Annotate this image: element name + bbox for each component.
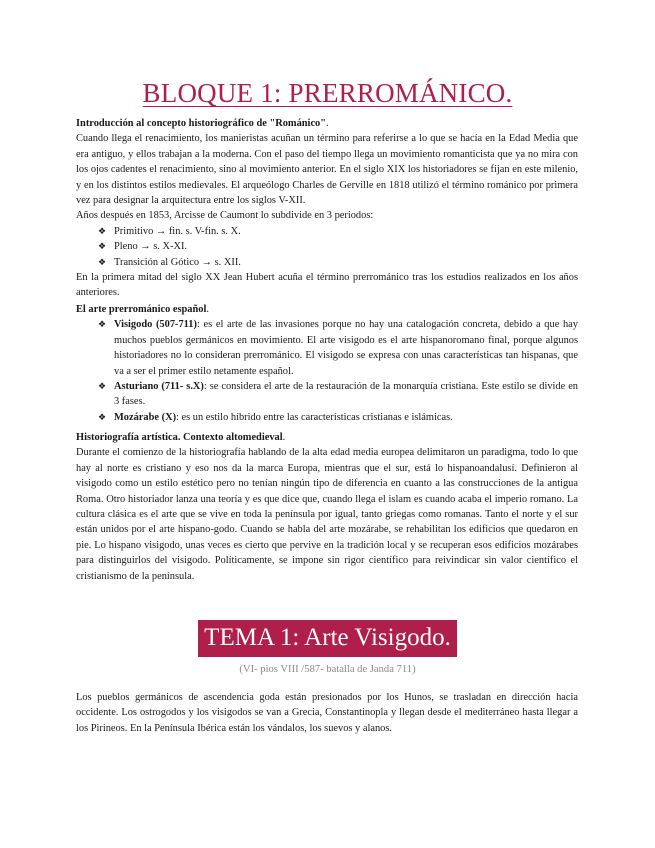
list-item: ❖ Mozárabe (X): es un estilo híbrido entre las características cristianas e islámicas. [76,410,578,425]
historiografia-section: Historiografía artística. Contexto altomedieval. Durante el comienzo de la historiografía hablando de la alta edad media europea delimitaron un paradigma, todo lo que hay al norte es cristiano y eso nos da la marca Europa, mientras que el sur, está lo hispanoandalusí. Definieron al visigodo como un estilo estético pero no tenían ningún tipo de diferencia en cuanto a las construcciones de la antigua Roma. Otro historiador lanza una teoría y es que dice que, cuando llega el islam es cuando acaba el imperio romano. La cultura clásica es el arte que se vive en toda la península por igual, tanto griegas como romanas. Tanto el norte y el sur están unidos por el arte hispano-godo. Cuando se habla del arte mozárabe, se rehabilitan los edificios que quedaron en pie. Lo hispano visigodo, unas veces es cierto que pervive en la tradición local y se recuperan esos edificios mozárabes para distinguirlos del visigodo. Políticamente, se impone sin rigor científico para reivindicar sin valor científico el cristianismo de la península. [76,430,578,584]
page-title: BLOQUE 1: PRERROMÁNICO. [142,78,513,108]
styles-list [76,317,578,425]
list-item: ❖ Primitivo → fin. s. V-fin. s. X. [76,224,578,239]
intro-paragraph-3: En la primera mitad del siglo XX Jean Hubert acuña el término prerrománico tras los estudios realizados en los años anteriores. [76,272,578,299]
tema-section [76,690,578,736]
periods-list [76,224,578,270]
historiografia-paragraph: Durante el comienzo de la historiografía hablando de la alta edad media europea delimitaron un paradigma, todo lo que hay al norte es cristiano y eso nos da la marca Europa, mientras que el sur, está lo hispanoandalusí. Definieron al visigodo como un estilo estético pero no tenían ningún tipo de diferencia en cuanto a las construcciones de la antigua Roma. Otro historiador lanza una teoría y es que dice que, cuando llega el islam es cuando acaba el imperio romano. La cultura clásica es el arte que se vive en toda la península por igual, tanto griegas como romanas. Tanto el norte y el sur están unidos por el arte hispano-godo. Cuando se habla del arte mozárabe, se rehabilitan los edificios que quedaron en pie. Lo hispano visigodo, unas veces es cierto que pervive en la tradición local y se recuperan esos edificios mozárabes para distinguirlos del visigodo. Políticamente, se impone sin rigor científico para reivindicar sin valor científico el cristianismo de la península. [76,447,578,582]
diamond-bullet-icon: ❖ [98,225,107,236]
intro-paragraph-2: Años después en 1853, Arcisse de Caumont lo subdivide en 3 periodos: [76,210,374,222]
diamond-bullet-icon: ❖ [98,411,107,422]
tema-subtitle: (VI- pios VIII /587- batalla de Janda 711) [239,664,416,675]
tema-title: TEMA 1: Arte Visigodo. [198,620,457,657]
arte-heading: El arte prerrománico español [76,304,207,315]
intro-heading-suffix: . [326,118,329,129]
intro-section [76,116,578,301]
list-item: ❖ Asturiano (711- s.X): se considera el arte de la restauración de la monarquía cristiana. Este estilo se divide en 3 fases. [98,381,579,408]
diamond-bullet-icon: ❖ [98,381,107,392]
list-item: ❖ Visigodo (507-711): es el arte de las invasiones porque no hay una catalogación concreta, debido a que hay muchos pueblos germánicos en movimiento. El arte visigodo es el arte hispanoromano final, porque algunos historiadores no lo consideran prerrománico. El visigodo se expresa con unas características tan hispanas, que va a ser el primer estilo netamente español. [98,319,578,377]
intro-heading: Introducción al concepto historiográfico de "Románico" [76,118,327,129]
tema-heading-wrap [0,620,655,657]
diamond-bullet-icon: ❖ [98,319,107,330]
diamond-bullet-icon: ❖ [98,256,107,267]
list-item: ❖ Pleno → s. X-XI. [76,239,578,254]
tema-paragraph: Los pueblos germánicos de ascendencia goda están presionados por los Hunos, se trasladan en dirección hacia occidente. Los ostrogodos y los visigodos se van a Grecia, Constantinopla y llegan desde el mediterráneo hasta llegar a los Pirineos. En la Península Ibérica están los vándalos, los suevos y alanos. [76,692,578,734]
arte-section: El arte prerrománico español. ❖ Visigodo (507-711): es el arte de las invasiones porque no hay una catalogación concreta, debido a que hay muchos pueblos germánicos en movimiento. El arte visigodo es el arte hispanoromano final, porque algunos historiadores no lo consideran prerrománico. El visigodo se expresa con unas características tan hispanas, que va a ser el primer estilo netamente español. ❖ Asturiano (711- s.X): se considera el arte de la restauración de la monarquía cristiana. Este estilo se divide en 3 fases. ❖ Mozárabe (X): es un estilo híbrido entre las características cristianas e islámicas. [76,302,578,425]
historiografia-heading: Historiografía artística. Contexto altomedieval [76,432,283,443]
intro-paragraph-1: Cuando llega el renacimiento, los manieristas acuñan un término para referirse a lo que se hacía en la Edad Media que era antiguo, y ellos trabajan a la moderna. Con el paso del tiempo llega un movimiento romanticista que ya no mira con los ojos cadentes el renacimiento, sino al movimiento anterior. En el siglo XIX los historiadores se fijan en este milenio, y en los distintos estilos medievales. El arqueólogo Charles de Gerville en 1818 utilizó el término románico por primera vez para designar la arquitectura entre los siglos V-XII. [76,133,578,207]
diamond-bullet-icon: ❖ [98,241,107,252]
list-item: ❖ Transición al Gótico → s. XII. [76,255,578,270]
